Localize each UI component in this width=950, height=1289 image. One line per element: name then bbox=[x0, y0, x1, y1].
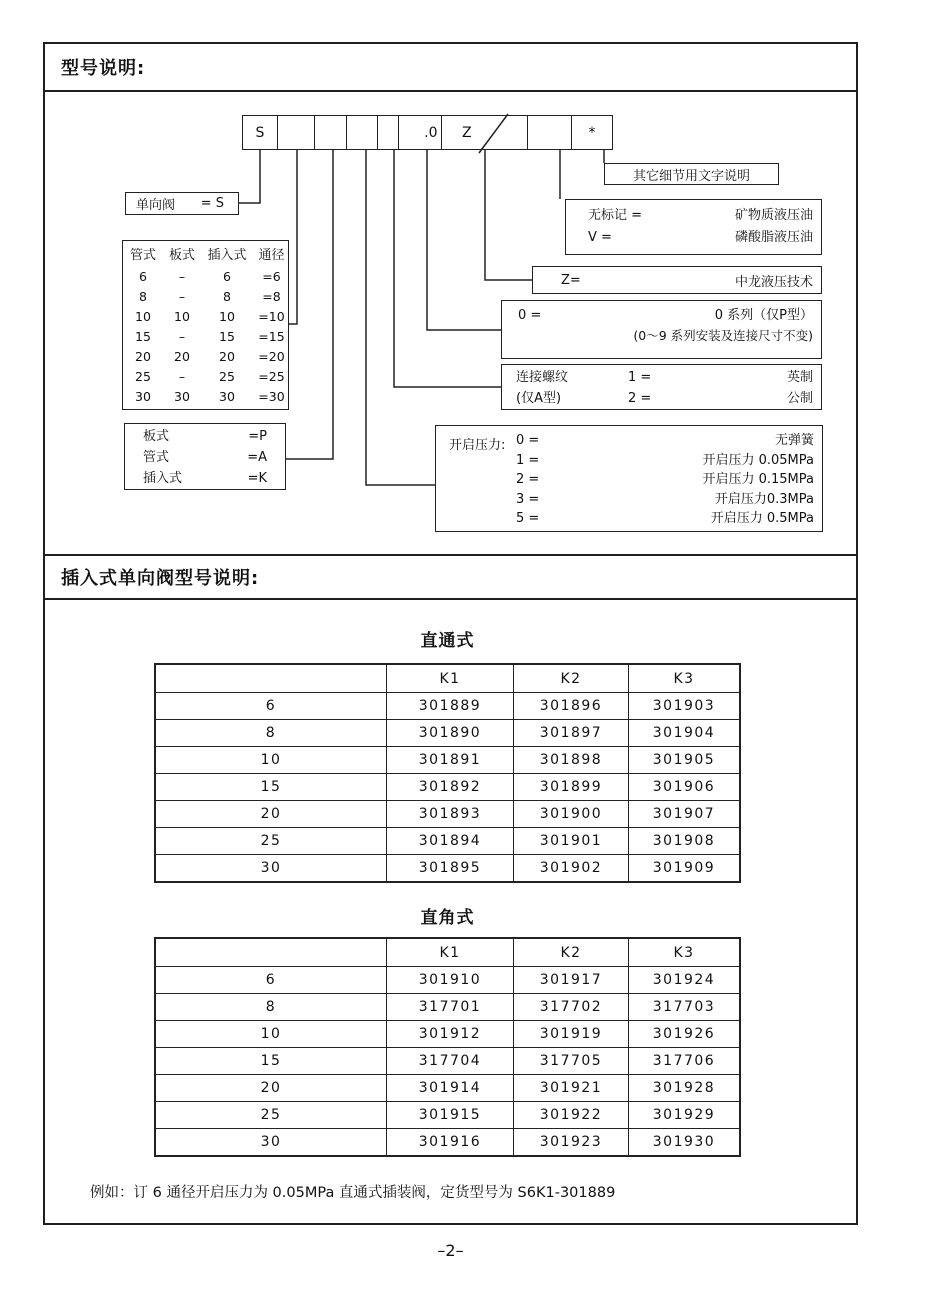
table-cell: 20 bbox=[260, 1080, 282, 1096]
size-table-cell: 6 bbox=[223, 269, 231, 284]
table-cell: 301906 bbox=[628, 774, 739, 800]
table-header-cell: K3 bbox=[628, 939, 739, 966]
pressure-value: 开启压力0.3MPa bbox=[714, 491, 814, 507]
size-table-cell: 20 bbox=[219, 349, 235, 364]
table-cell: 301892 bbox=[386, 774, 513, 800]
table-row bbox=[156, 854, 739, 881]
model-code-cell-z bbox=[441, 115, 528, 150]
model-code-cell: .0 bbox=[398, 115, 443, 150]
table-cell: 301907 bbox=[628, 801, 739, 827]
table-cell: 25 bbox=[260, 833, 282, 849]
check-valve-value: = S bbox=[200, 196, 224, 211]
callout-fluid-type bbox=[565, 199, 822, 255]
size-table-cell: 30 bbox=[174, 389, 190, 404]
size-table-cell: – bbox=[178, 369, 186, 384]
size-table-cell: 10 bbox=[219, 309, 235, 324]
table-cell: 301901 bbox=[513, 828, 628, 854]
pressure-key: 3 = bbox=[516, 491, 540, 507]
example-text: 例如：订 6 通径开启压力为 0.05MPa 直通式插装阀，定货型号为 S6K1-301889 bbox=[90, 1185, 616, 1201]
table-cell: 301894 bbox=[386, 828, 513, 854]
table-row bbox=[156, 1074, 739, 1101]
table-cell: 301919 bbox=[513, 1021, 628, 1047]
size-table-grid bbox=[123, 245, 288, 267]
table-cell: 301889 bbox=[386, 693, 513, 719]
table-header-cell bbox=[156, 665, 386, 692]
table-cell: 317706 bbox=[628, 1048, 739, 1074]
straight-table-title: 直通式 bbox=[420, 631, 475, 651]
fluid-key: 无标记 = bbox=[588, 208, 643, 223]
brand-value: 中龙液压技术 bbox=[734, 274, 813, 290]
section-model-header bbox=[45, 44, 856, 92]
table-row bbox=[156, 1128, 739, 1155]
thread-label: (仅A型) bbox=[516, 391, 562, 406]
size-table-header-cell: 板式 bbox=[168, 248, 195, 263]
table-cell: 301897 bbox=[513, 720, 628, 746]
table-row bbox=[156, 746, 739, 773]
size-table-cell: 10 bbox=[135, 309, 151, 324]
model-code-cell bbox=[314, 115, 347, 150]
table-cell: 8 bbox=[265, 725, 277, 741]
size-table-cell: 8 bbox=[223, 289, 231, 304]
table-cell: 8 bbox=[265, 999, 277, 1015]
table-row bbox=[156, 692, 739, 719]
series-value: 0 系列（仅P型） bbox=[714, 308, 813, 323]
tables-section bbox=[45, 600, 856, 1202]
size-table-cell: 15 bbox=[135, 329, 151, 344]
table-cell: 301930 bbox=[628, 1129, 739, 1155]
table-cell: 301910 bbox=[386, 967, 513, 993]
thread-value: 公制 bbox=[786, 391, 813, 406]
size-table-rows bbox=[123, 267, 288, 407]
table-cell: 25 bbox=[260, 1107, 282, 1123]
table-header-cell bbox=[156, 939, 386, 966]
table-cell: 301904 bbox=[628, 720, 739, 746]
size-table-header-cell: 管式 bbox=[129, 248, 156, 263]
table-row bbox=[156, 773, 739, 800]
thread-key: 2 = bbox=[628, 391, 652, 406]
table-row bbox=[156, 1020, 739, 1047]
table-cell: 301915 bbox=[386, 1102, 513, 1128]
thread-row bbox=[516, 367, 813, 388]
angle-table-title: 直角式 bbox=[420, 908, 475, 928]
callout-other-details bbox=[604, 163, 779, 185]
callout-mount-type bbox=[124, 423, 286, 490]
table-cell: 301890 bbox=[386, 720, 513, 746]
table-header-cell: K1 bbox=[386, 939, 513, 966]
size-table-cell: =25 bbox=[258, 369, 285, 384]
model-code-cell bbox=[377, 115, 399, 150]
pressure-row bbox=[436, 451, 814, 471]
table-cell: 301905 bbox=[628, 747, 739, 773]
fluid-row bbox=[588, 227, 813, 249]
size-table-cell: =10 bbox=[258, 309, 285, 324]
size-table-cell: =8 bbox=[262, 289, 281, 304]
fluid-value: 矿物质液压油 bbox=[734, 208, 813, 223]
table-header-row bbox=[156, 939, 739, 966]
model-code-z-label: Z bbox=[462, 124, 472, 141]
size-table-cell: 30 bbox=[219, 389, 235, 404]
straight-table-rows bbox=[156, 692, 739, 881]
table-row bbox=[156, 966, 739, 993]
pressure-row bbox=[436, 470, 814, 490]
size-table-cell: =15 bbox=[258, 329, 285, 344]
mount-label: 管式 bbox=[143, 450, 170, 465]
size-table-header-cell: 插入式 bbox=[207, 248, 247, 263]
table-cell: 301916 bbox=[386, 1129, 513, 1155]
table-cell: 301921 bbox=[513, 1075, 628, 1101]
table-cell: 301914 bbox=[386, 1075, 513, 1101]
table-header-row bbox=[156, 665, 739, 692]
table-row bbox=[156, 719, 739, 746]
size-table-cell: =20 bbox=[258, 349, 285, 364]
check-valve-label: 单向阀 bbox=[136, 198, 176, 213]
page-number: –2– bbox=[437, 1241, 464, 1260]
table-cell: 301928 bbox=[628, 1075, 739, 1101]
fluid-key: V = bbox=[588, 230, 612, 245]
table-cell: 6 bbox=[265, 698, 277, 714]
callout-thread bbox=[501, 364, 822, 410]
size-table-cell: – bbox=[178, 269, 186, 284]
brand-key: Z= bbox=[561, 272, 581, 288]
table-cell: 301895 bbox=[386, 855, 513, 881]
model-code-row bbox=[242, 115, 613, 150]
mount-type-row bbox=[125, 426, 285, 447]
mount-type-row bbox=[125, 447, 285, 468]
size-table-header-cell: 通径 bbox=[258, 248, 285, 263]
callout-check-valve bbox=[125, 192, 239, 215]
size-table-cell: – bbox=[178, 329, 186, 344]
mount-value: =A bbox=[247, 450, 267, 465]
table-cell: 301924 bbox=[628, 967, 739, 993]
table-header-cell: K2 bbox=[513, 665, 628, 692]
size-table-cell: =30 bbox=[258, 389, 285, 404]
table-cell: 301898 bbox=[513, 747, 628, 773]
table-cell: 301893 bbox=[386, 801, 513, 827]
table-cell: 301903 bbox=[628, 693, 739, 719]
table-cell: 301909 bbox=[628, 855, 739, 881]
table-cell: 301926 bbox=[628, 1021, 739, 1047]
thread-label: 连接螺纹 bbox=[516, 370, 569, 385]
table-header-cell: K2 bbox=[513, 939, 628, 966]
size-table-cell: 10 bbox=[174, 309, 190, 324]
table-cell: 301896 bbox=[513, 693, 628, 719]
size-table-cell: 20 bbox=[135, 349, 151, 364]
thread-row bbox=[516, 388, 813, 409]
model-code-cell bbox=[346, 115, 379, 150]
fluid-value: 磷酸脂液压油 bbox=[734, 230, 813, 245]
model-code-cell bbox=[277, 115, 316, 150]
pressure-label: 开启压力: bbox=[449, 438, 506, 453]
pressure-value: 无弹簧 bbox=[774, 433, 814, 448]
table-cell: 317701 bbox=[386, 994, 513, 1020]
section-model-title: 型号说明: bbox=[61, 58, 146, 79]
mount-label: 板式 bbox=[143, 429, 170, 444]
table-cell: 30 bbox=[260, 860, 282, 876]
table-row bbox=[156, 800, 739, 827]
model-code-diagram bbox=[45, 92, 856, 554]
mount-type-row bbox=[125, 468, 285, 489]
size-table-cell: 6 bbox=[139, 269, 147, 284]
slash-icon bbox=[442, 116, 529, 151]
table-row bbox=[156, 827, 739, 854]
callout-pressure bbox=[435, 425, 823, 532]
table-cell: 317705 bbox=[513, 1048, 628, 1074]
table-cell: 317704 bbox=[386, 1048, 513, 1074]
table-cell: 301908 bbox=[628, 828, 739, 854]
pressure-row bbox=[436, 490, 814, 510]
table-cell: 301891 bbox=[386, 747, 513, 773]
table-cell: 301899 bbox=[513, 774, 628, 800]
table-cell: 15 bbox=[260, 1053, 282, 1069]
table-cell: 15 bbox=[260, 779, 282, 795]
table-cell: 301917 bbox=[513, 967, 628, 993]
angle-table bbox=[154, 937, 741, 1157]
mount-label: 插入式 bbox=[143, 471, 183, 486]
table-cell: 10 bbox=[260, 1026, 282, 1042]
thread-key: 1 = bbox=[628, 370, 652, 385]
table-row bbox=[156, 1101, 739, 1128]
section-insert-title: 插入式单向阀型号说明: bbox=[61, 568, 260, 589]
pressure-key: 2 = bbox=[516, 472, 540, 487]
model-code-cell: * bbox=[571, 115, 613, 150]
table-cell: 301902 bbox=[513, 855, 628, 881]
table-cell: 10 bbox=[260, 752, 282, 768]
pressure-key: 5 = bbox=[516, 511, 540, 526]
section-insert-header bbox=[45, 554, 856, 600]
table-cell: 20 bbox=[260, 806, 282, 822]
size-table-cell: – bbox=[178, 289, 186, 304]
size-table-cell: 20 bbox=[174, 349, 190, 364]
mount-value: =K bbox=[247, 471, 267, 486]
pressure-row bbox=[436, 509, 814, 529]
pressure-value: 开启压力 0.5MPa bbox=[710, 511, 814, 526]
callout-size-table bbox=[122, 240, 289, 410]
table-header-cell: K3 bbox=[628, 665, 739, 692]
size-table-cell: 15 bbox=[219, 329, 235, 344]
size-table-cell: 25 bbox=[219, 369, 235, 384]
table-cell: 317703 bbox=[628, 994, 739, 1020]
table-cell: 301929 bbox=[628, 1102, 739, 1128]
callout-series bbox=[501, 300, 822, 359]
mount-value: =P bbox=[248, 429, 267, 444]
table-row bbox=[156, 1047, 739, 1074]
size-table-cell: =6 bbox=[262, 269, 281, 284]
table-cell: 317702 bbox=[513, 994, 628, 1020]
thread-value: 英制 bbox=[786, 370, 813, 385]
table-cell: 30 bbox=[260, 1134, 282, 1150]
model-code-cell bbox=[527, 115, 573, 150]
table-row bbox=[156, 993, 739, 1020]
pressure-value: 开启压力 0.15MPa bbox=[702, 472, 814, 487]
size-table-cell: 8 bbox=[139, 289, 147, 304]
size-table-cell: 30 bbox=[135, 389, 151, 404]
other-details-text: 其它细节用文字说明 bbox=[632, 168, 750, 184]
table-cell: 301900 bbox=[513, 801, 628, 827]
angle-table-rows bbox=[156, 966, 739, 1155]
series-row bbox=[518, 306, 813, 326]
fluid-row bbox=[588, 205, 813, 227]
straight-table bbox=[154, 663, 741, 883]
table-cell: 301912 bbox=[386, 1021, 513, 1047]
series-key: 0 = bbox=[518, 308, 542, 323]
callout-brand bbox=[532, 266, 822, 294]
document-frame bbox=[43, 42, 858, 1225]
size-table-cell: 25 bbox=[135, 369, 151, 384]
pressure-key: 0 = bbox=[516, 433, 540, 448]
table-cell: 301923 bbox=[513, 1129, 628, 1155]
table-cell: 6 bbox=[265, 972, 277, 988]
series-note: (0～9 系列安装及连接尺寸不变) bbox=[633, 328, 813, 343]
pressure-key: 1 = bbox=[516, 452, 540, 468]
pressure-value: 开启压力 0.05MPa bbox=[702, 452, 814, 468]
table-header-cell: K1 bbox=[386, 665, 513, 692]
model-code-cell: S bbox=[242, 115, 278, 150]
table-cell: 301922 bbox=[513, 1102, 628, 1128]
